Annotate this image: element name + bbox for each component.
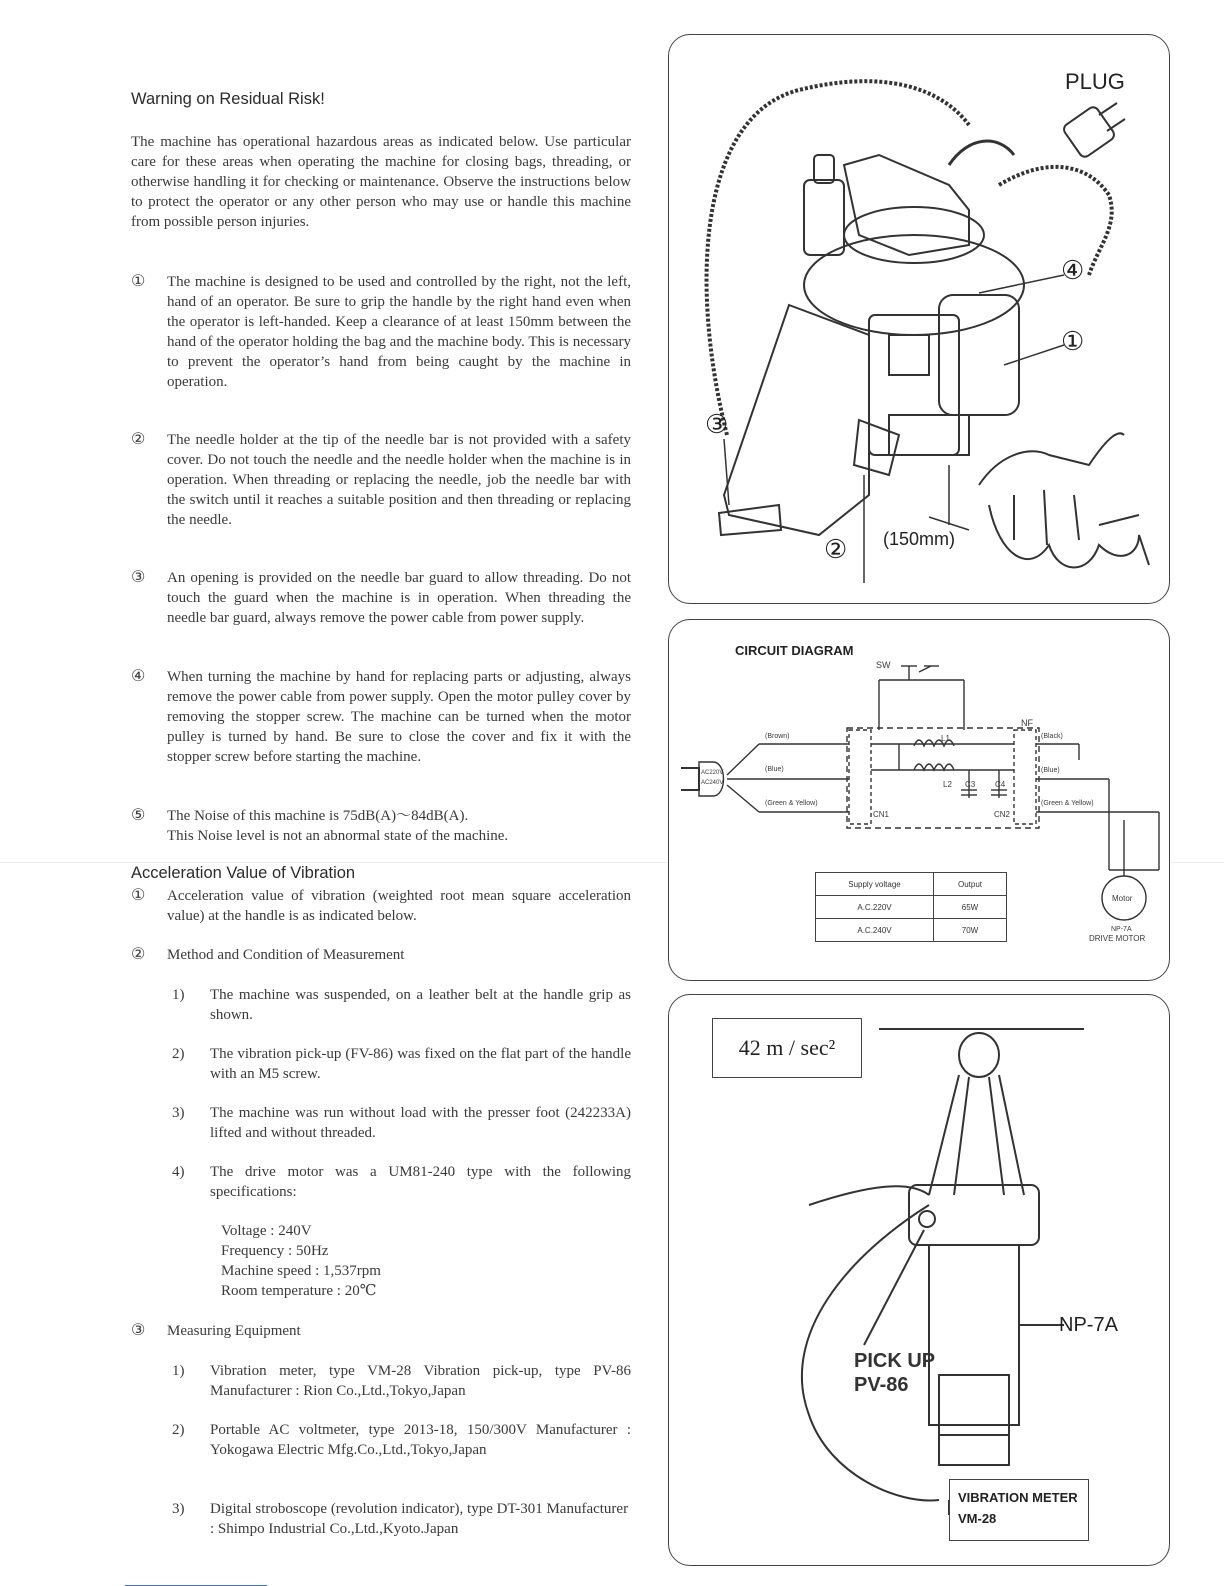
noise-level-text: The Noise of this machine is 75dB(A)～84dB(A). [167,808,469,824]
item-number: ⑤ [131,807,146,824]
method-item-1 [172,985,631,1025]
sub-text: Portable AC voltmeter, type 2013-18, 150/300V Manufacturer : Yokogawa Electric Mfg.Co.,Ltd.,Tokyo,Japan [210,1422,631,1458]
table-header-row [816,873,1007,896]
item-text: An opening is provided on the needle bar guard to allow threading. Do not touch the guard when the machine is in operation. When threading the needle bar guard, always remove the power cable from power supply. [167,570,631,626]
ground-out-label: (Green & Yellow) [1041,800,1094,807]
black-wire-label: (Black) [1041,733,1063,740]
equipment-item-2 [172,1420,631,1460]
vibration-item-1 [131,886,631,926]
spec-temperature: Room temperature : 20℃ [221,1283,377,1299]
table-header-cell: Supply voltage [816,873,934,896]
sub-number: 3) [172,1105,185,1121]
callout-1: ① [1061,327,1085,356]
method-item-3 [172,1103,631,1143]
noise-note-text: This Noise level is not an abnormal state of the machine. [167,828,509,844]
sub-number: 2) [172,1046,185,1062]
sub-number: 2) [172,1422,185,1438]
ground-wire-label: (Green & Yellow) [765,800,818,807]
drive-motor-label: DRIVE MOTOR [1089,934,1146,943]
sub-text: The machine was suspended, on a leather belt at the handle grip as shown. [210,987,631,1023]
item-number: ④ [131,668,146,685]
nf-label: NF [1021,718,1033,728]
motor-model: NP-7A [1111,926,1132,933]
sub-text: Digital stroboscope (revolution indicator), type DT-301 Manufacturer : Shimpo Industrial Co.,Ltd.,Kyoto.Japan [210,1501,629,1537]
pickup-sensor [919,1211,935,1227]
item-number: ② [131,431,146,448]
machine-figure-panel [668,34,1170,604]
item-text: Measuring Equipment [167,1323,301,1339]
l1-label: L1 [941,734,950,743]
blue-wire-label: (Blue) [765,766,784,773]
warning-title: Warning on Residual Risk! [131,90,325,108]
power-cable-2 [999,167,1112,275]
c3-label: C3 [965,780,976,789]
warning-intro: The machine has operational hazardous areas as indicated below. Use particular care for these areas when operating the machine for closing bags, threading, or otherwise handling it for checking or maintenance. Observe the instructions below to protect the operator or any other person who may use or handle this machine from possible person injuries. [131,134,631,230]
operator-hand [979,433,1124,485]
c4-label: C4 [995,780,1006,789]
spec-speed: Machine speed : 1,537rpm [221,1263,381,1279]
power-cable [707,81,969,435]
table-row [816,896,1007,919]
plug-voltage-2: AC240V [701,780,724,786]
callout-2: ② [824,535,848,564]
table-row [816,919,1007,942]
motor-specs [221,1221,381,1301]
sub-number: 1) [172,1363,185,1379]
item-text: The needle holder at the tip of the needle bar is not provided with a safety cover. Do not touch the needle and the needle holder when the machine is in operation. When threading or replacing the needle, job the needle bar with the switch until it reaches a suitable position and then threading or replacing the needle. [167,432,631,528]
method-item-4 [172,1162,631,1202]
blue-out-label: (Blue) [1041,767,1060,774]
sub-number: 3) [172,1501,185,1517]
plug-label: PLUG [1065,69,1125,94]
warning-item-1 [131,272,631,392]
sub-number: 4) [172,1164,185,1180]
cn1-label: CN1 [873,810,890,819]
meter-label-line2: VM-28 [958,1511,997,1526]
switch-label: SW [876,660,891,670]
machine-illustration [669,35,1169,603]
supply-table [815,872,1007,942]
belt-loop [959,1033,999,1077]
l2-label: L2 [943,780,952,789]
brown-wire-label: (Brown) [765,733,790,740]
sub-text: The drive motor was a UM81-240 type with the following specifications: [210,1164,631,1200]
item-text: When turning the machine by hand for replacing parts or adjusting, always remove the power cable from power supply. Open the motor pulley cover by removing the stopper screw. The machine can be turned when the motor pulley is turned by hand. Be sure to close the cover and fix it with the stopper screw before starting the machine. [167,669,631,765]
np-model-label: NP-7A [1059,1314,1118,1336]
plug-icon [1062,103,1125,159]
spec-frequency: Frequency : 50Hz [221,1243,329,1259]
item-text: Acceleration value of vibration (weighted root mean square acceleration value) at the handle is as indicated below. [167,888,631,924]
item-number: ③ [131,569,146,586]
vibration-item-3 [131,1321,631,1341]
motor-body [804,235,1024,335]
table-header-cell: Output [934,873,1007,896]
item-text: The machine is designed to be used and controlled by the right, not the left, hand of an operator. Be sure to grip the handle by the right hand even when the operator is left-handed. Keep a clearance of at least 150mm between the hand of the operator holding the bag and the machine body. This is necessary to prevent the operator’s hand from being caught by the machine in operation. [167,274,631,390]
callout-3: ③ [705,410,729,439]
warning-item-3 [131,568,631,628]
pickup-label-line1: PICK UP [854,1350,936,1372]
item-number: ③ [131,1322,146,1339]
spec-voltage: Voltage : 240V [221,1223,312,1239]
pickup-label-line2: PV-86 [854,1374,909,1396]
vibration-meter-box [949,1479,1089,1541]
item-number: ① [131,273,146,290]
sub-text: The vibration pick-up (FV-86) was fixed on the flat part of the handle with an M5 screw. [210,1046,631,1082]
item-number: ② [131,946,146,963]
item-number: ① [131,887,146,904]
meter-label-line1: VIBRATION METER [958,1490,1078,1505]
table-cell: A.C.240V [816,919,934,942]
needle-bar-guard [724,305,869,535]
vibration-figure-panel [668,994,1170,1566]
callout-4: ④ [1061,256,1085,285]
sub-text: Vibration meter, type VM-28 Vibration pick-up, type PV-86 Manufacturer : Rion Co.,Ltd.,Tokyo,Japan [210,1363,631,1399]
table-cell: 70W [934,919,1007,942]
vibration-item-2 [131,945,631,965]
table-cell: A.C.220V [816,896,934,919]
suspended-machine-illustration [669,995,1169,1565]
circuit-diagram-panel [668,619,1170,981]
equipment-item-1 [172,1361,631,1401]
plug-voltage-1: AC220V [701,770,724,776]
clearance-label: (150mm) [883,529,956,549]
acceleration-value-box: 42 m / sec² [712,1018,862,1078]
sub-number: 1) [172,987,185,1003]
item-text: Method and Condition of Measurement [167,947,405,963]
vibration-title: Acceleration Value of Vibration [131,864,356,882]
table-cell: 65W [934,896,1007,919]
warning-item-4 [131,667,631,767]
warning-item-2 [131,430,631,530]
sub-text: The machine was run without load with the presser foot (242233A) lifted and without threaded. [210,1105,631,1141]
machine-body [929,1245,1019,1425]
equipment-item-3 [172,1499,631,1539]
cn2-label: CN2 [994,810,1011,819]
warning-item-5 [131,806,631,846]
motor-label: Motor [1112,894,1133,903]
method-item-2 [172,1044,631,1084]
circuit-title: CIRCUIT DIAGRAM [735,643,854,658]
